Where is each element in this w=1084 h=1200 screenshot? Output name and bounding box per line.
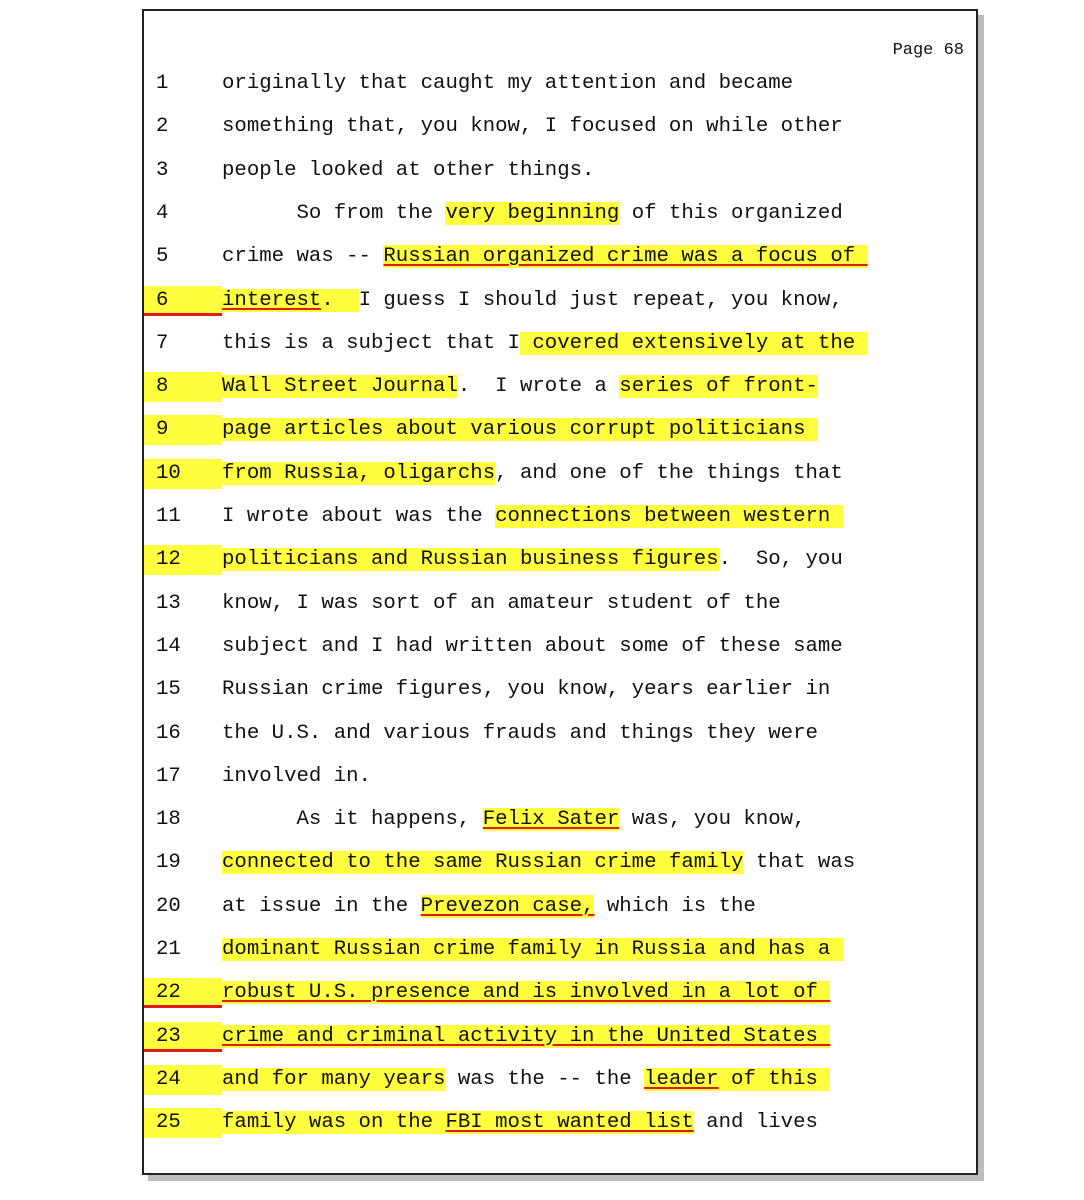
line-text [222,242,868,272]
line-text [222,762,371,792]
text-segment: at issue in the [222,894,421,918]
text-segment: As it happens, [222,808,483,832]
text-segment: . So, you [718,548,843,572]
line-text [222,112,843,142]
line-text [222,632,843,662]
text-segment: was the -- the [445,1067,645,1091]
line-number: 20 [156,894,181,918]
line-number: 8 [144,372,222,402]
line-text [222,415,818,445]
line-number: 24 [144,1065,222,1095]
line-text [222,545,843,575]
highlighted-text: Felix Sater [482,808,620,832]
highlighted-text: family was on the [222,1111,446,1135]
line-number: 3 [156,158,169,182]
line-text [222,892,756,922]
highlighted-text: dominant Russian crime family in Russia and has a [222,938,843,961]
text-segment: something that, you know, I focused on while other [222,115,843,139]
highlighted-text: and for many years [222,1067,446,1091]
highlighted-text: connected to the same Russian crime family [222,851,744,875]
highlighted-text: Wall Street Journal [222,375,458,399]
highlighted-text: from Russia, oligarchs [222,461,496,485]
text-segment: originally that caught my attention and became [222,72,794,95]
text-segment: was, you know, [619,808,806,832]
highlighted-text: connections between western [495,505,843,528]
highlighted-text: page articles about various corrupt politicians [222,418,818,442]
text-segment: , and one of the things that [495,461,843,485]
line-text [222,589,781,619]
page-number: Page 68 [892,41,964,60]
line-text [222,1065,830,1095]
line-text [222,459,843,489]
highlighted-text: of this [718,1067,831,1091]
line-text [222,978,830,1008]
text-segment: this is a subject that I [222,331,520,355]
line-number: 22 [144,978,222,1008]
line-number: 2 [156,115,169,139]
highlighted-text: Russian organized crime was a focus of [383,245,868,269]
text-segment: subject and I had written about some of these same [222,634,843,658]
line-text [222,502,843,532]
text-segment: crime was -- [222,245,384,269]
text-segment: that was [743,851,856,875]
line-text [222,286,843,316]
line-text [222,805,806,835]
text-segment: involved in. [222,764,371,788]
line-text [222,675,830,705]
text-segment: Russian crime figures, you know, years earlier in [222,678,831,702]
highlighted-text: interest [222,288,322,312]
line-text [222,69,793,99]
line-number: 25 [144,1108,222,1138]
line-number: 10 [144,459,222,489]
line-number: 13 [156,591,181,615]
line-text [222,719,818,749]
highlighted-text: leader [644,1067,719,1091]
line-number: 21 [156,938,181,961]
text-segment: So from the [222,201,446,225]
highlighted-text: politicians and Russian business figures [222,548,719,572]
text-segment: I guess I should just repeat, you know, [358,288,843,312]
highlighted-text: series of front- [619,375,818,399]
highlighted-text: very beginning [445,201,620,225]
line-number: 15 [156,678,181,702]
transcript-page [142,9,978,1175]
line-text [222,848,855,878]
line-number: 19 [156,851,181,875]
line-number: 7 [156,331,169,355]
line-number: 23 [144,1022,222,1052]
line-number: 17 [156,764,181,788]
line-text [222,1108,818,1138]
line-number: 1 [156,72,169,95]
line-number: 12 [144,545,222,575]
text-segment: which is the [594,894,756,918]
line-number: 6 [144,286,222,316]
line-text [222,1022,830,1052]
text-segment: I wrote about was the [222,505,496,528]
highlighted-text: covered extensively at the [519,331,868,355]
line-number: 14 [156,634,181,658]
highlighted-text: FBI most wanted list [445,1111,694,1135]
text-segment: . I wrote a [457,375,620,399]
text-segment: and lives [693,1111,818,1135]
line-number: 5 [156,245,169,269]
text-segment: know, I was sort of an amateur student of the [222,591,781,615]
line-number: 4 [156,201,169,225]
highlighted-text: crime and criminal activity in the United States [222,1024,831,1048]
highlighted-text: . [321,288,359,312]
line-text [222,329,868,359]
highlighted-text: robust U.S. presence and is involved in a lot of [222,981,831,1005]
line-number: 18 [156,808,181,832]
highlighted-text: Prevezon case, [420,894,595,918]
line-number: 11 [156,505,181,528]
line-text [222,199,843,229]
line-text [222,372,818,402]
text-segment: the U.S. and various frauds and things they were [222,721,818,745]
line-number: 16 [156,721,181,745]
line-number: 9 [144,415,222,445]
text-segment: people looked at other things. [222,158,595,182]
line-text [222,156,594,186]
line-text [222,935,843,965]
text-segment: of this organized [619,201,843,225]
